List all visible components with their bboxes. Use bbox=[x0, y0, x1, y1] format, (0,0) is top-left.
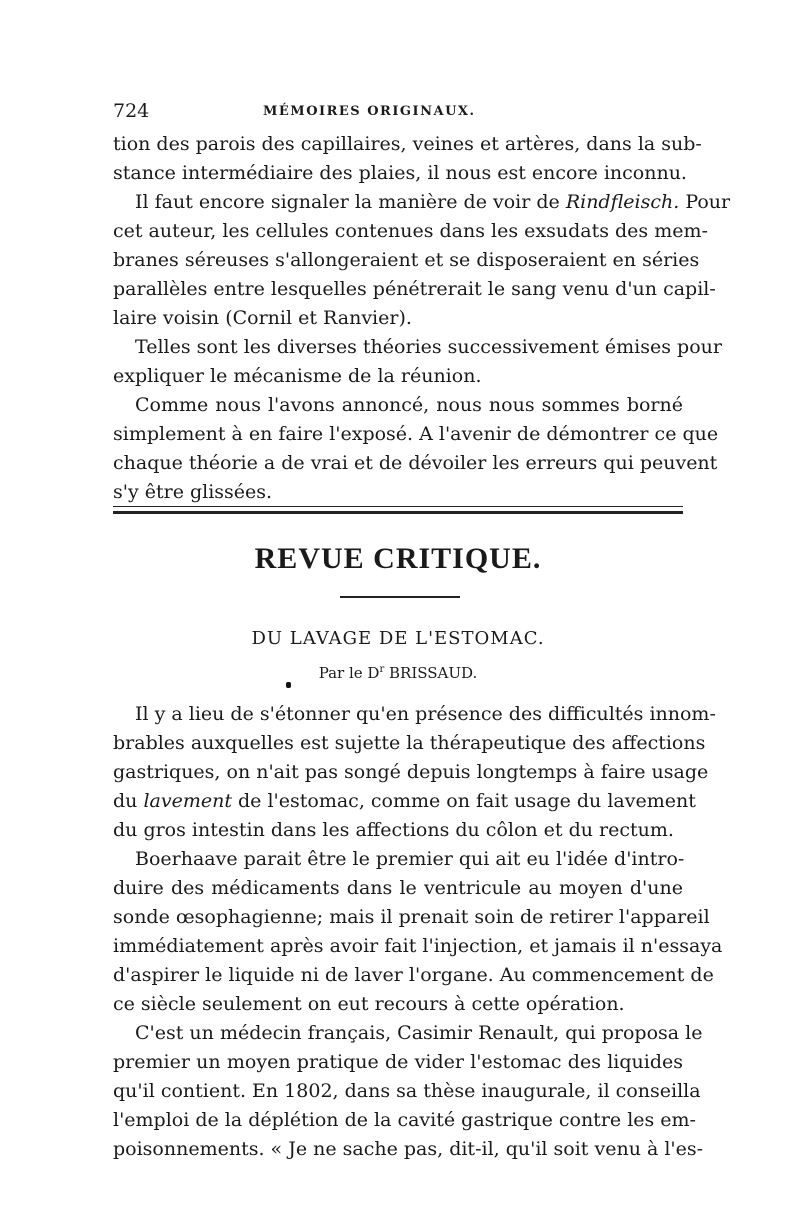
text-line: stance intermédiaire des plaies, il nous est encore inconnu. bbox=[113, 162, 687, 184]
text-line: l'emploi de la déplétion de la cavité gastrique contre les em- bbox=[113, 1109, 696, 1131]
page-header bbox=[113, 100, 683, 128]
text-line: du gros intestin dans les affections du côlon et du rectum. bbox=[113, 819, 674, 841]
page-number: 724 bbox=[113, 100, 150, 122]
text-line: Boerhaave parait être le premier qui ait eu l'idée d'intro- bbox=[135, 848, 685, 870]
divider-rule bbox=[113, 511, 683, 514]
text-line: ce siècle seulement on eut recours à cette opération. bbox=[113, 993, 625, 1015]
running-title: MÉMOIRES ORIGINAUX. bbox=[263, 104, 476, 119]
text-fragment: du bbox=[113, 790, 138, 812]
text-line: immédiatement après avoir fait l'injection, et jamais il n'essaya bbox=[113, 935, 723, 957]
text-line: laire voisin (Cornil et Ranvier). bbox=[113, 307, 412, 329]
text-line: C'est un médecin français, Casimir Renault, qui proposa le bbox=[135, 1022, 703, 1044]
text-line: Telles sont les diverses théories successivement émises pour bbox=[135, 336, 722, 358]
text-line: brables auxquelles est sujette la thérapeutique des affections bbox=[113, 732, 706, 754]
text-line bbox=[113, 787, 696, 816]
text-line: s'y être glissées. bbox=[113, 481, 273, 503]
title-rule bbox=[340, 596, 460, 598]
text-line: gastriques, on n'ait pas songé depuis longtemps à faire usage bbox=[113, 761, 709, 783]
text-line: premier un moyen pratique de vider l'estomac des liquides bbox=[113, 1051, 683, 1073]
article-body bbox=[113, 700, 723, 1164]
author-byline bbox=[113, 664, 683, 682]
text-line: parallèles entre lesquelles pénétrerait le sang venu d'un capil- bbox=[113, 278, 716, 300]
text-line: tion des parois des capillaires, veines et artères, dans la sub- bbox=[113, 133, 702, 155]
article-subtitle: DU LAVAGE DE L'ESTOMAC. bbox=[251, 628, 545, 649]
text-line: chaque théorie a de vrai et de dévoiler les erreurs qui peuvent bbox=[113, 452, 718, 474]
text-line: branes séreuses s'allongeraient et se disposeraient en séries bbox=[113, 249, 700, 271]
text-line: qu'il contient. En 1802, dans sa thèse inaugurale, il conseilla bbox=[113, 1080, 701, 1102]
divider-rule bbox=[113, 506, 683, 507]
text-line: Comme nous l'avons annoncé, nous nous sommes borné bbox=[135, 394, 683, 416]
text-line: expliquer le mécanisme de la réunion. bbox=[113, 365, 482, 387]
text-line: duire des médicaments dans le ventricule au moyen d'une bbox=[113, 877, 683, 899]
text-fragment: de l'estomac, comme on fait usage du lavement bbox=[238, 790, 696, 812]
text-line: simplement à en faire l'exposé. A l'avenir de démontrer ce que bbox=[113, 423, 719, 445]
text-line bbox=[113, 188, 731, 217]
byline-prefix: Par le D bbox=[318, 664, 380, 682]
italic-word: lavement bbox=[143, 790, 232, 812]
article-title: REVUE CRITIQUE. bbox=[254, 542, 542, 575]
italic-name: Rindfleisch. bbox=[565, 191, 680, 213]
text-fragment: Pour bbox=[685, 191, 731, 213]
text-line: cet auteur, les cellules contenues dans les exsudats des mem- bbox=[113, 220, 708, 242]
byline-sup: r bbox=[379, 664, 385, 675]
text-line: sonde œsophagienne; mais il prenait soin de retirer l'appareil bbox=[113, 906, 710, 928]
section-closing-text bbox=[113, 130, 731, 507]
text-line: d'aspirer le liquide ni de laver l'organe. Au commencement de bbox=[113, 964, 714, 986]
text-fragment: Il faut encore signaler la manière de voir de bbox=[135, 191, 560, 213]
text-line: Il y a lieu de s'étonner qu'en présence des difficultés innom- bbox=[135, 703, 716, 725]
author-name: BRISSAUD. bbox=[389, 664, 478, 682]
text-line: poisonnements. « Je ne sache pas, dit-il, qu'il soit venu à l'es- bbox=[113, 1138, 704, 1160]
ornament-dot bbox=[286, 682, 291, 688]
